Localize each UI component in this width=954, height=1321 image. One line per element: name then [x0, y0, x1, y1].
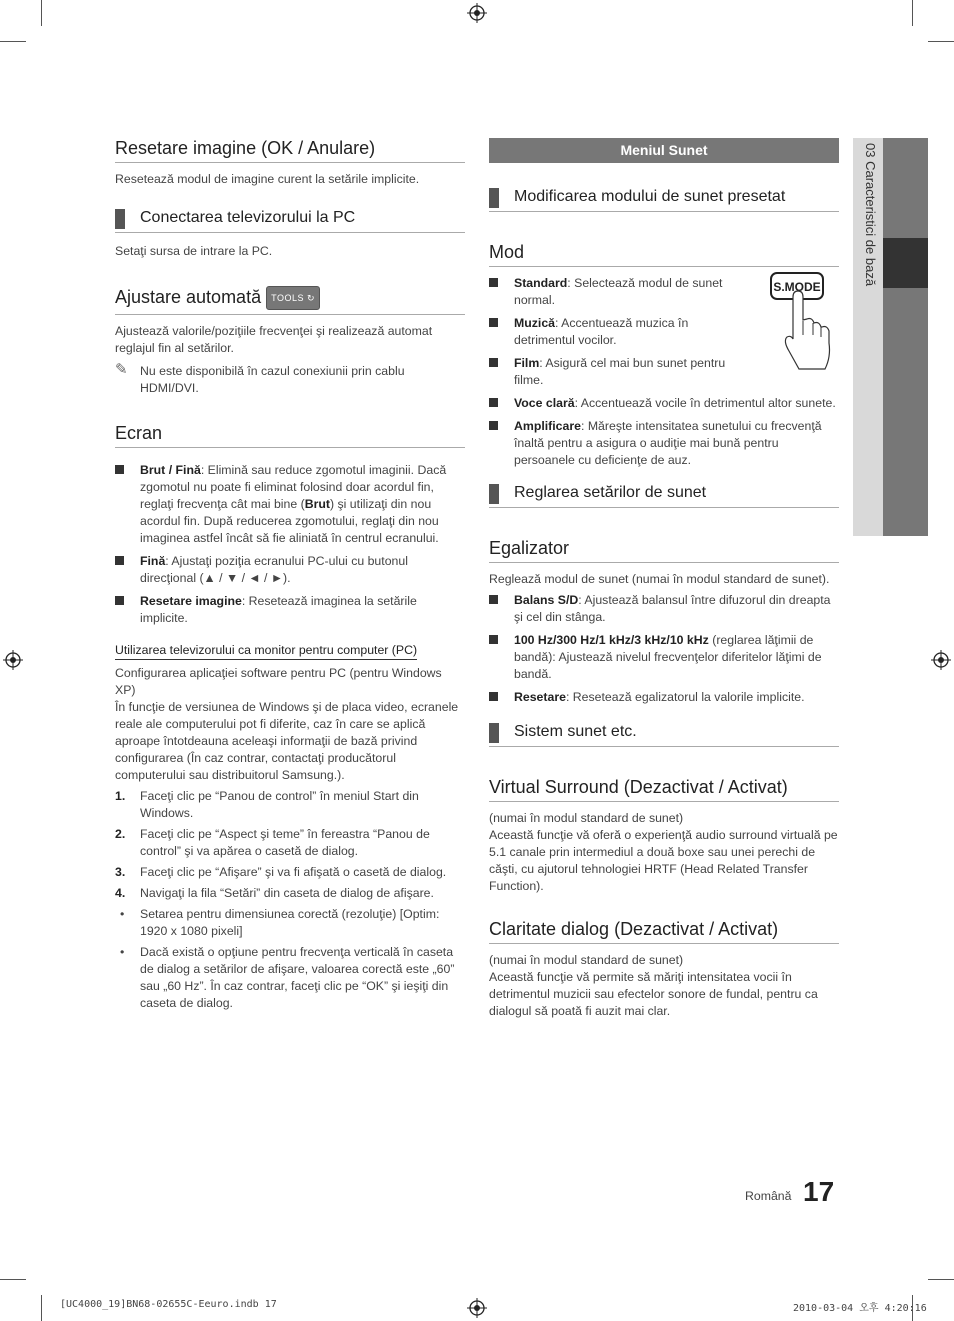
dot-text: Setarea pentru dimensiunea corectă (rezoluţie) [Optim: 1920 x 1080 pixeli]: [140, 907, 440, 938]
item-label: Film: [514, 356, 540, 370]
list-item: [489, 632, 839, 683]
section-title-reset-image: Resetare imagine (OK / Anulare): [115, 138, 465, 163]
smode-remote-button-icon: [767, 269, 839, 379]
item-label: Resetare imagine: [140, 594, 242, 608]
list-item: [489, 395, 839, 412]
registration-mark-icon: [467, 1298, 487, 1318]
list-item: [489, 355, 739, 389]
list-item: [115, 593, 465, 627]
tools-button-icon: TOOLS ↻: [266, 286, 320, 310]
item-label: Muzică: [514, 316, 555, 330]
bullet-square-icon: [489, 595, 498, 604]
reset-image-text: Resetează modul de imagine curent la setările implicite.: [115, 172, 420, 186]
section-title-equalizer: Egalizator: [489, 538, 839, 563]
pc-monitor-title: Utilizarea televizorului ca monitor pentru computer (PC): [115, 643, 417, 660]
sound-system-title: Sistem sunet etc.: [514, 723, 637, 740]
pc-monitor-paragraph: Configurarea aplicaţiei software pentru PC (pentru Windows XP): [115, 666, 442, 697]
chapter-tab-marker: [883, 238, 928, 288]
sound-menu-banner: Meniul Sunet: [489, 138, 839, 163]
section-title-auto-adjust: [115, 286, 465, 315]
list-item: [489, 315, 739, 349]
list-item: [115, 553, 465, 587]
subsection-title-sound-system: [489, 722, 839, 747]
bullet-square-icon: [489, 318, 498, 327]
auto-adjust-note: [115, 363, 465, 397]
item-label: Resetare: [514, 690, 566, 704]
item-text: : Ajustează balansul între difuzorul din dreapta şi cel din stânga.: [514, 593, 831, 624]
bullet-square-icon: [115, 465, 124, 474]
subsection-bar-icon: [489, 723, 499, 743]
item-label: Voce clară: [514, 396, 575, 410]
crop-mark: [928, 1279, 954, 1280]
item-text: (reglarea lăţimii de bandă): Ajustează nivelul frecvenţelor diferitelor lăţimi de bandă.: [514, 633, 822, 681]
item-inline-bold: Brut: [304, 497, 330, 511]
left-column: [115, 138, 465, 1016]
sound-settings-title: Reglarea setărilor de sunet: [514, 484, 707, 501]
subsection-title-pc-connection: [115, 208, 465, 233]
crop-mark: [928, 41, 954, 42]
bullet-square-icon: [489, 692, 498, 701]
note-pencil-icon: ✎: [115, 361, 128, 378]
dot-item: [115, 944, 465, 1012]
auto-adjust-title: Ajustare automată: [115, 287, 262, 307]
item-text: : Resetează imaginea la setările implicite.: [140, 594, 417, 625]
registration-mark-icon: [3, 650, 23, 670]
footer-language: Română: [745, 1189, 792, 1203]
step-item: [115, 885, 465, 902]
item-label: Standard: [514, 276, 568, 290]
bullet-square-icon: [115, 556, 124, 565]
dot-item: [115, 906, 465, 940]
subsection-title-preset-sound: [489, 187, 839, 212]
item-label: Balans S/D: [514, 593, 579, 607]
chapter-tab-strip: [883, 138, 928, 536]
item-text: : Accentuează vocile în detrimentul altor sunete.: [574, 396, 836, 410]
pc-connection-title: Conectarea televizorului la PC: [140, 209, 356, 226]
crop-mark: [41, 1295, 42, 1321]
subsection-bar-icon: [115, 209, 125, 229]
bullet-square-icon: [489, 358, 498, 367]
smode-label: S.MODE: [773, 280, 821, 294]
equalizer-text: Reglează modul de sunet (numai în modul standard de sunet).: [489, 572, 830, 586]
dot-text: Dacă există o opţiune pentru frecvenţa verticală în caseta de dialog a setărilor de afişare, valoarea corectă este „60” sau „60 Hz”. În caz contrar, faceţi clic pe “OK” şi ieşiţi din caseta de dialog.: [140, 945, 455, 1010]
section-title-mode: Mod: [489, 242, 839, 267]
pc-monitor-paragraph: În funcţie de versiunea de Windows şi de placa video, ecranele reale ale computerului pot fi diferite, caz în care se aplică aproape întotdeauna aceleaşi informaţii de bază privind configurarea (În caz contrar, contactaţi producătorul computerului sau distribuitorul Samsung.).: [115, 700, 459, 782]
item-text: : Selectează modul de sunet normal.: [514, 276, 723, 307]
list-item: [489, 275, 739, 309]
bullet-square-icon: [489, 635, 498, 644]
mode-list: [489, 275, 839, 469]
item-label: 100 Hz/300 Hz/1 kHz/3 kHz/10 kHz: [514, 633, 709, 647]
bullet-square-icon: [489, 421, 498, 430]
item-label: Fină: [140, 554, 166, 568]
item-text: : Resetează egalizatorul la valorile implicite.: [565, 690, 805, 704]
list-item: [489, 689, 839, 706]
bullet-square-icon: [115, 596, 124, 605]
dialog-clarity-note: (numai în modul standard de sunet): [489, 953, 684, 967]
dot-bullet: •: [120, 945, 125, 959]
dot-bullet: •: [120, 907, 125, 921]
dialog-clarity-text: Această funcţie vă permite să măriţi intensitatea vocii în detrimentul muzicii sau efectelor sonore de fundal, pentru ca dialogul să poată fi auzit mai clar.: [489, 970, 818, 1018]
step-number: 4.: [115, 886, 126, 900]
virtual-surround-note: (numai în modul standard de sunet): [489, 811, 684, 825]
step-text: Navigaţi la fila “Setări” din caseta de dialog de afişare.: [140, 886, 434, 900]
item-text: : Asigură cel mai bun sunet pentru filme.: [514, 356, 726, 387]
auto-adjust-text: Ajustează valorile/poziţiile frecvenţei şi realizează automat reglajul fin al setărilor.: [115, 324, 433, 355]
subsection-title-sound-settings: [489, 483, 839, 508]
section-title-screen: Ecran: [115, 423, 465, 448]
auto-adjust-note-text: Nu este disponibilă în cazul conexiunii prin cablu HDMI/DVI.: [140, 364, 405, 395]
item-text: : Accentuează muzica în detrimentul vocilor.: [514, 316, 689, 347]
crop-mark: [912, 0, 913, 26]
item-label: Amplificare: [514, 419, 581, 433]
chapter-tab-label: 03 Caracteristici de bază: [863, 143, 878, 287]
preset-sound-title: Modificarea modului de sunet presetat: [514, 188, 786, 205]
step-item: [115, 864, 465, 881]
step-text: Faceţi clic pe “Panou de control” în meniul Start din Windows.: [140, 789, 419, 820]
list-item: [489, 418, 839, 469]
crop-mark: [0, 1279, 26, 1280]
crop-mark: [0, 41, 26, 42]
step-text: Faceţi clic pe “Afişare” şi va fi afişată o casetă de dialog.: [140, 865, 447, 879]
step-number: 3.: [115, 865, 126, 879]
section-title-virtual-surround: Virtual Surround (Dezactivat / Activat): [489, 777, 839, 802]
step-item: [115, 826, 465, 860]
step-number: 2.: [115, 827, 126, 841]
crop-mark: [41, 0, 42, 26]
page-number: 17: [803, 1176, 835, 1207]
print-slug-file: [UC4000_19]BN68-02655C-Eeuro.indb 17: [60, 1299, 277, 1310]
subsection-bar-icon: [489, 484, 499, 504]
item-text: : Elimină sau reduce zgomotul imaginii. Dacă zgomotul nu poate fi eliminat folosind doar acordul fin, reglaţi frecvenţa cât mai bine (: [140, 463, 447, 511]
bullet-square-icon: [489, 278, 498, 287]
item-text: : Măreşte intensitatea sunetului cu frecvenţă înaltă pentru a asigura o audiţie mai bună pentru persoanele cu deficienţe de auz.: [514, 419, 822, 467]
registration-mark-icon: [931, 650, 951, 670]
pc-connection-text: Setaţi sursa de intrare la PC.: [115, 244, 273, 258]
right-column: [489, 138, 839, 1020]
step-number: 1.: [115, 789, 126, 803]
registration-mark-icon: [467, 3, 487, 23]
print-slug-date: 2010-03-04 오후 4:20:16: [793, 1303, 927, 1314]
tools-label: TOOLS: [271, 293, 304, 303]
virtual-surround-text: Această funcţie vă oferă o experienţă audio surround virtuală pe 5.1 canale prin intermediul a două boxe sau unei perechi de căşti, cu ajutorul tehnologiei HRTF (Head Related Transfer Function).: [489, 828, 838, 893]
item-text: ) şi utilizaţi din nou acordul fin. După reducerea zgomotului, reglaţi din nou imaginea astfel încât să fie aliniată în centrul ecranului.: [140, 497, 439, 545]
bullet-square-icon: [489, 398, 498, 407]
section-title-dialog-clarity: Claritate dialog (Dezactivat / Activat): [489, 919, 839, 944]
item-text: : Ajustaţi poziţia ecranului PC-ului cu butonul direcţional (▲ / ▼ / ◄ / ►).: [140, 554, 408, 585]
list-item: [115, 462, 465, 547]
step-text: Faceţi clic pe “Aspect şi teme” în fereastra “Panou de control” şi va apărea o casetă de dialog.: [140, 827, 430, 858]
step-item: [115, 788, 465, 822]
item-label: Brut / Fină: [140, 463, 201, 477]
list-item: [489, 592, 839, 626]
subsection-bar-icon: [489, 188, 499, 208]
